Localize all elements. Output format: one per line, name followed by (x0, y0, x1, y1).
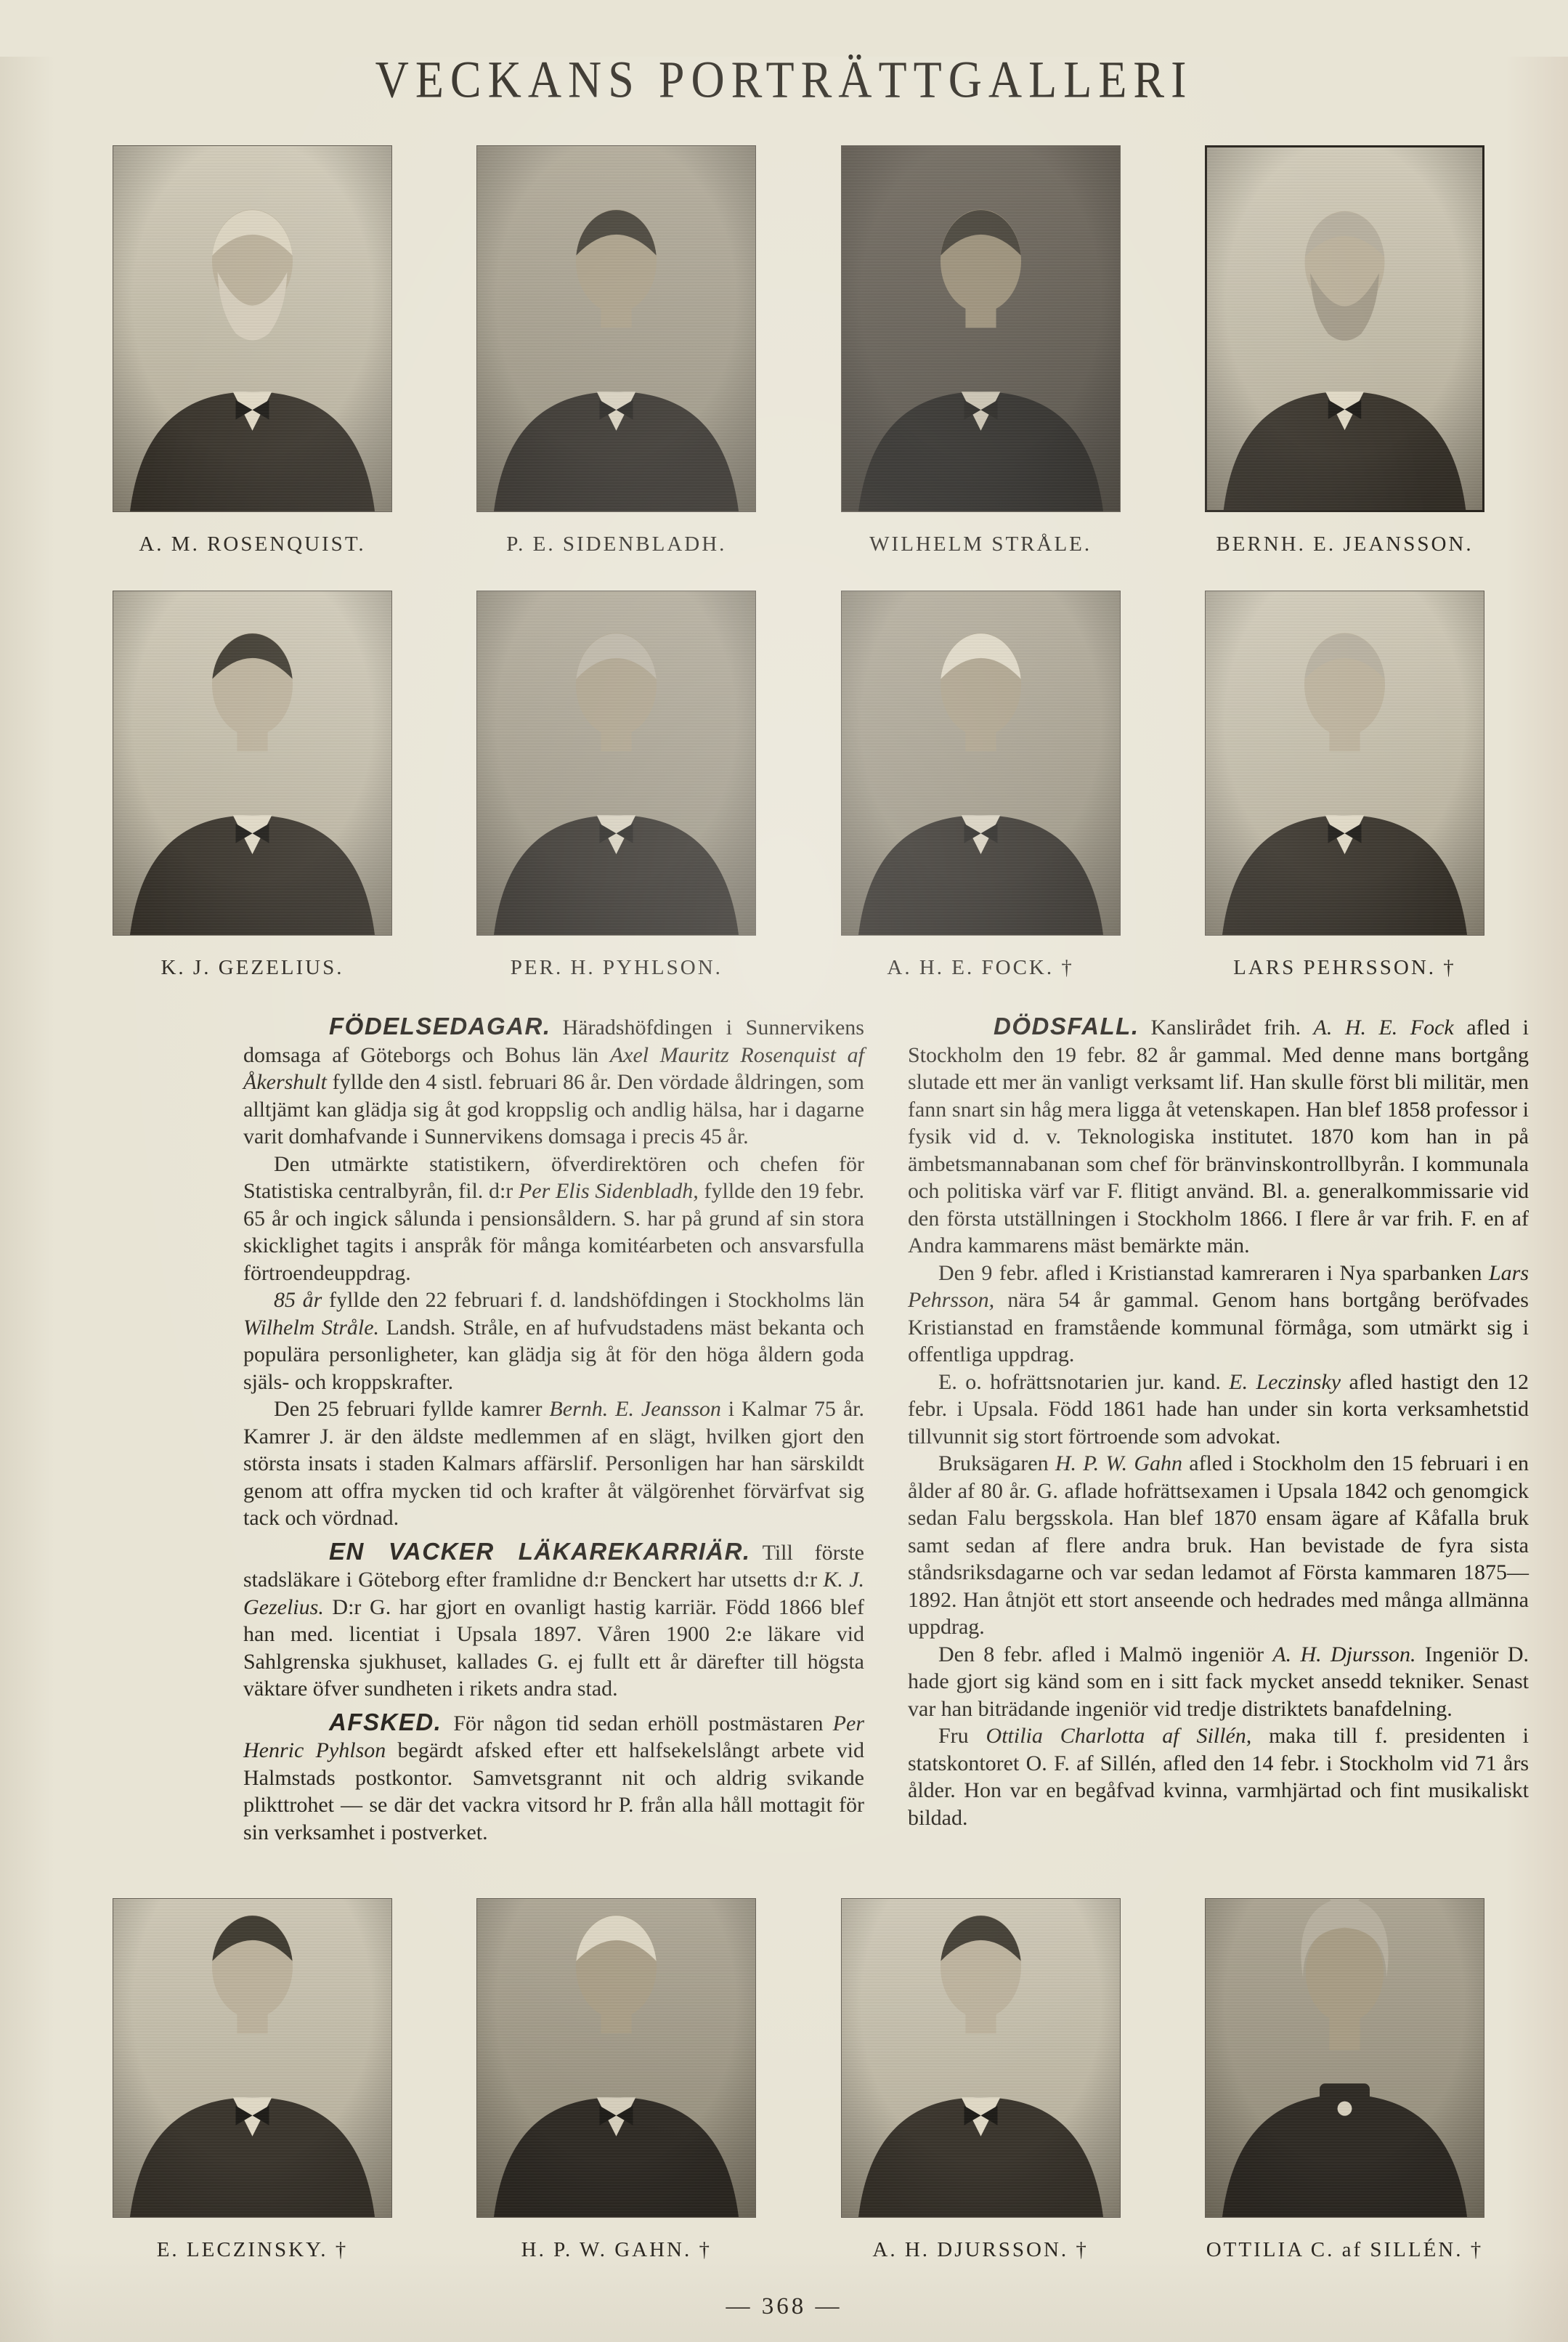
portrait-caption: H. P. W. GAHN. † (521, 2238, 712, 2261)
paragraph (908, 1013, 1529, 1260)
body-text: Den 8 febr. afled i Malmö ingeniör (938, 1642, 1273, 1666)
person-name-italic: Axel Mauritz Rosenquist af Åkershult (243, 1042, 864, 1094)
portrait-photo (841, 591, 1121, 936)
portrait-caption: OTTILIA C. af SILLÉN. † (1206, 2238, 1484, 2261)
body-text: Den utmärkte statistikern, öfverdirektören och chefen för Statistiska centralbyrån, fil. d:r (243, 1151, 864, 1203)
portrait-photo-art (842, 146, 1120, 511)
body-text: afled i Stockholm den 19 febr. 82 år gammal. Med denne mans bortgång slutade ett mer än vanligt verksamt lif. Han skulle först bli militär, men fann snart sin håg mera ligga åt vetenskapen. Han blef 1858 professor i fysik vid d. v. Teknologiska institutet. 1870 kom han in på ämbetsmannabanan som chef för bränvinskontrollbyrån. I kommunala och politiska värf var F. flitigt använd. Bl. a. generalkommissarie vid den första utställningen i Stockholm 1866. I flere år var frih. F. en af Andra kammarens mäst bemärkte män. (908, 1016, 1529, 1257)
portrait-caption: A. M. ROSENQUIST. (139, 532, 366, 556)
portrait-caption: BERNH. E. JEANSSON. (1216, 532, 1474, 556)
body-text: fyllde den 4 sistl. februari 86 år. Den vördade åldringen, som alltjämt kan glädja sig åt god kroppslig och andlig hälsa, har i dagarne varit domhafvande i Sunnervikens domsaga i precis 45 år. (243, 1070, 864, 1148)
person-name-italic: K. J. Gezelius. (243, 1568, 865, 1619)
person-name-italic: Ottilia Charlotta af Sillén, (986, 1724, 1252, 1748)
portrait-row-3 (0, 1898, 1568, 2263)
portrait-photo-art (477, 1899, 755, 2217)
portrait-photo (841, 1898, 1121, 2218)
body-text: afled hastigt den 12 febr. i Upsala. Född 1861 hade han under sin korta verksamhetstid tillvunnit sig stort förtroende som advokat. (908, 1369, 1529, 1448)
portrait-photo-art (842, 1899, 1120, 2217)
portrait-photo-art (842, 591, 1120, 935)
body-text: Fru (938, 1724, 986, 1748)
portrait (476, 145, 756, 557)
paragraph (243, 1395, 864, 1532)
portrait-photo-art (1207, 147, 1482, 510)
body-text: Landsh. Stråle, en af hufvudstadens mäst bekanta och populära personligheter, kan glädja sig åt för den höga åldern goda själs- och kroppskrafter. (243, 1315, 864, 1394)
magazine-page (0, 50, 1568, 2342)
portrait-caption: K. J. GEZELIUS. (161, 956, 344, 979)
person-name-italic: H. P. W. Gahn (1055, 1451, 1183, 1475)
portrait-row-2 (0, 591, 1568, 981)
portrait-photo-art (113, 591, 391, 935)
body-text: För någon tid sedan erhöll postmästaren (453, 1711, 833, 1735)
portrait (113, 1898, 392, 2263)
body-text: Ingeniör D. hade gjort sig känd som en i sitt fack mycket ansedd tekniker. Senast var han biträdande ingeniör vid tredje distriktets banafdelning. (908, 1642, 1530, 1721)
portrait-photo (841, 145, 1121, 512)
portrait-photo (1205, 1898, 1484, 2218)
portrait-photo-art (113, 1899, 391, 2217)
portrait (841, 145, 1121, 557)
person-name-italic: E. Leczinsky (1229, 1369, 1341, 1394)
portrait-photo-art (1206, 591, 1484, 935)
portrait-photo-art (477, 146, 755, 511)
person-name-italic: Wilhelm Stråle. (243, 1315, 380, 1340)
body-text: Den 9 febr. afled i Kristianstad kamreraren i Nya sparbanken (938, 1260, 1489, 1285)
portrait (1205, 145, 1484, 557)
portrait-photo-art (1206, 1899, 1484, 2217)
person-name-italic: A. H. E. Fock (1313, 1016, 1454, 1040)
page-title-text: VECKANS PORTRÄTTGALLERI (375, 50, 1193, 109)
section-heading: AFSKED. (329, 1708, 442, 1735)
paragraph (908, 1260, 1529, 1369)
body-text: Den 25 februari fyllde kamrer (274, 1397, 550, 1421)
person-name-italic: Bernh. E. Jeansson (549, 1397, 721, 1421)
portrait (841, 591, 1121, 981)
portrait-caption: A. H. DJURSSON. † (872, 2238, 1089, 2261)
portrait-row-1 (0, 145, 1568, 557)
portrait-caption: WILHELM STRÅLE. (869, 532, 1092, 556)
page-title (0, 50, 1568, 109)
portrait (113, 591, 392, 981)
body-text: Bruksägaren (938, 1451, 1055, 1475)
paragraph (908, 1450, 1529, 1641)
portrait-caption: P. E. SIDENBLADH. (506, 532, 727, 556)
portrait (476, 591, 756, 981)
section-heading: EN VACKER LÄKAREKARRIÄR. (329, 1537, 751, 1565)
body-text: E. o. hofrättsnotarien jur. kand. (938, 1369, 1230, 1394)
page-number: — 368 — (726, 2293, 842, 2319)
paragraph (243, 1538, 864, 1703)
person-name-italic: A. H. Djursson. (1272, 1642, 1416, 1666)
section-heading: DÖDSFALL. (994, 1013, 1140, 1040)
body-text: afled i Stockholm den 15 februari i en ålder af 80 år. G. aflade hofrättsexamen i Upsala 1842 och genomgick sedan Falu bergsskola. Han blef 1870 ensam ägare af Kåfalla bruk samt sedan af flere andra bruk. Han bevistade de fyra sista ståndsriksdagarne och var sedan ledamot af Första kammaren 1875—1892. Han åtnjöt ett stort anseende och hedrades med många allmänna uppdrag. (908, 1451, 1529, 1639)
portrait-caption: E. LECZINSKY. † (156, 2238, 349, 2261)
portrait-photo-art (477, 591, 755, 935)
paragraph (243, 1151, 864, 1287)
portrait-photo (476, 1898, 756, 2218)
portrait-photo (1205, 145, 1484, 512)
article-section (243, 1538, 864, 1703)
person-name-italic: Per Elis Sidenbladh, (518, 1179, 699, 1203)
body-text: Häradshöfdingen i Sunnervikens domsaga af Göteborgs och Bohus län (243, 1016, 864, 1067)
portrait-photo-art (113, 146, 391, 511)
portrait (1205, 1898, 1484, 2263)
portrait-photo (476, 591, 756, 936)
portrait-photo (113, 1898, 392, 2218)
paragraph (908, 1369, 1529, 1451)
paragraph (243, 1709, 864, 1847)
article-section (908, 1013, 1529, 1831)
person-name-italic: 85 år (274, 1288, 322, 1312)
portrait (113, 145, 392, 557)
body-text: D:r G. har gjort en ovanligt hastig karriär. Född 1866 blef han med. licentiat i Upsala 1897. Våren 1900 2:e läkare vid Sahlgrenska sjukhuset, kallades G. ej fullt ett år därefter till högsta väktare öfver sundheten i rikets andra stad. (243, 1595, 864, 1701)
portrait-caption: PER. H. PYHLSON. (510, 956, 723, 979)
body-text: fyllde den 19 febr. 65 år och ingick sålunda i pensionsåldern. S. har på grund af sin stora skicklighet tagits i anspråk för många komitéarbeten och ansvarsfulla förtroendeuppdrag. (243, 1179, 864, 1285)
paragraph (908, 1641, 1529, 1723)
text-columns (0, 1013, 1568, 1846)
body-text: nära 54 år gammal. Genom hans bortgång beröfvades Kristianstad en framstående kommunal förmåga, som utmärkt sig i offentliga uppdrag. (908, 1288, 1529, 1366)
person-name-italic: Lars Pehrsson, (908, 1260, 1529, 1312)
body-text: Till förste stadsläkare i Göteborg efter framlidne d:r Benckert har utsetts d:r (243, 1540, 864, 1592)
portrait-photo (113, 591, 392, 936)
paragraph (243, 1287, 864, 1395)
body-text: fyllde den 22 februari f. d. landshöfdingen i Stockholms län (322, 1288, 864, 1312)
paragraph (243, 1013, 864, 1151)
body-text: maka till f. presidenten i statskontoret O. F. af Sillén, afled den 14 febr. i Stockholm vid 71 års ålder. Hon var en begåfvad kvinna, varmhjärtad och fint musikaliskt bildad. (908, 1724, 1529, 1830)
article-section (243, 1709, 864, 1847)
portrait (1205, 591, 1484, 981)
paragraph (908, 1722, 1529, 1831)
portrait-caption: A. H. E. FOCK. † (887, 956, 1074, 979)
portrait-photo (113, 145, 392, 512)
body-text: Kanslirådet frih. (1150, 1016, 1314, 1040)
section-heading: FÖDELSEDAGAR. (329, 1013, 551, 1040)
portrait (476, 1898, 756, 2263)
portrait-photo (476, 145, 756, 512)
article-section (243, 1013, 864, 1532)
portrait-photo (1205, 591, 1484, 936)
body-text: i Kalmar 75 år. Kamrer J. är den äldste medlemmen af en slägt, hvilken gjort den största insats i staden Kalmars affärslif. Personligen har han särskildt genom att offra mycken tid och krafter åt välgörenhet förvärfvat sig tack och vördnad. (243, 1397, 864, 1530)
column-left (243, 1013, 864, 1846)
portrait (841, 1898, 1121, 2263)
portrait-caption: LARS PEHRSSON. † (1233, 956, 1456, 979)
column-right (908, 1013, 1529, 1846)
person-name-italic: Per Henric Pyhlson (243, 1711, 864, 1762)
body-text: begärdt afsked efter ett halfsekelslångt arbete vid Halmstads postkontor. Samvetsgrannt nit och aldrig svikande plikttrohet — se där det vackra vitsord hr P. från alla håll mottagit för sin verksamhet i postverket. (243, 1738, 864, 1844)
